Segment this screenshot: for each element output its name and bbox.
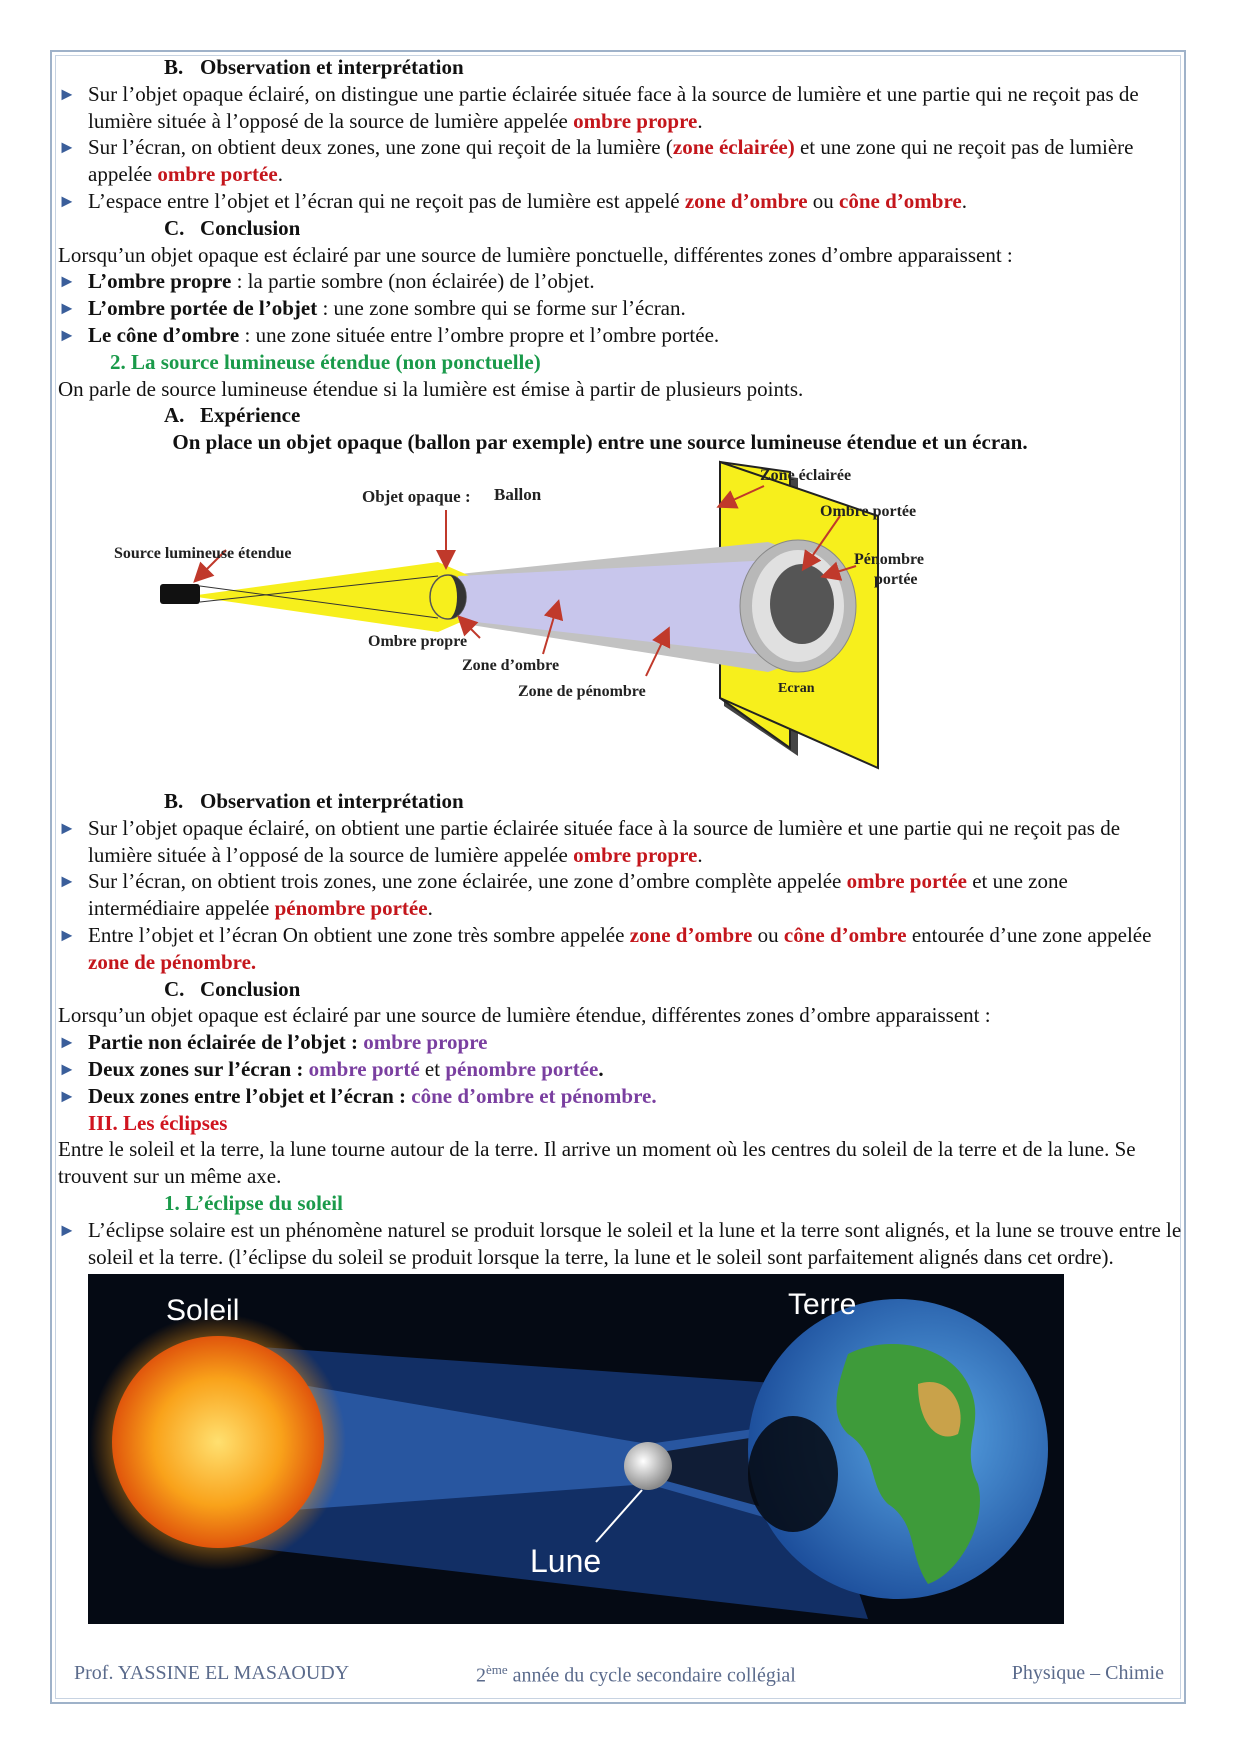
- heading-experience: A. Expérience: [164, 403, 301, 428]
- heading-source-etendue: 2. La source lumineuse étendue (non ponctuelle): [110, 349, 541, 374]
- bullet-arrow-icon: ►: [58, 83, 76, 104]
- eclipses-intro: Entre le soleil et la terre, la lune tourne autour de la terre. Il arrive un moment où les centres du soleil de la terre et de la lune. Se trouvent sur un même axe.: [58, 1137, 1136, 1189]
- label-lune: Lune: [530, 1543, 602, 1580]
- light-source: [160, 584, 200, 604]
- bullet-arrow-icon: ►: [58, 271, 76, 292]
- label-zone-eclairee: Zone éclairée: [760, 466, 852, 484]
- heading-observation-1: B. Observation et interprétation: [164, 55, 464, 79]
- bullet-arrow-icon: ►: [58, 190, 76, 211]
- conclusion-2-item: ► Deux zones sur l’écran : ombre porté et pénombre portée.: [58, 1056, 604, 1081]
- shadow-on-earth: [748, 1416, 838, 1532]
- heading-conclusion-2: C. Conclusion: [164, 976, 301, 1001]
- bullet-b2-3: ► Entre l’objet et l’écran On obtient une zone très sombre appelée zone d’ombre ou cône d’ombre entourée d’une zone appelée zone de pénombre.: [58, 922, 1152, 974]
- document-body: [58, 54, 1182, 1624]
- heading-conclusion-1: C. Conclusion: [164, 215, 301, 240]
- label-portee: portée: [874, 570, 918, 588]
- label-soleil: Soleil: [166, 1294, 240, 1328]
- bullet-arrow-icon: ►: [58, 1032, 76, 1053]
- label-terre: Terre: [788, 1288, 857, 1322]
- label-zone-ombre: Zone d’ombre: [462, 656, 560, 674]
- figure-solar-eclipse: [58, 1274, 1182, 1624]
- conclusion-1-item: ► L’ombre portée de l’objet : une zone sombre qui se forme sur l’écran.: [58, 296, 686, 321]
- footer-subject: Physique – Chimie: [1011, 1662, 1164, 1684]
- footer-level: 2ème année du cycle secondaire collégial: [476, 1662, 796, 1687]
- bullet-arrow-icon: ►: [58, 1058, 76, 1079]
- source-etendue-intro: On parle de source lumineuse étendue si la lumière est émise à partir de plusieurs points.: [58, 376, 804, 401]
- label-zone-penombre: Zone de pénombre: [518, 682, 646, 700]
- label-objet-opaque: Objet opaque :: [362, 486, 471, 506]
- bullet-arrow-icon: ►: [58, 871, 76, 892]
- heading-observation-2: B. Observation et interprétation: [164, 788, 464, 813]
- label-ballon: Ballon: [494, 484, 542, 504]
- bullet-arrow-icon: ►: [58, 1085, 76, 1106]
- eclipse-soleil-bullet: ► L’éclipse solaire est un phénomène naturel se produit lorsque le soleil et la lune et la terre sont alignés, et la lune se trouve entre le soleil et la terre. (l’éclipse du soleil se produit lorsque la terre, la lune et le soleil sont parfaitement alignés dans cet ordre).: [58, 1217, 1182, 1269]
- footer-author: Prof. YASSINE EL MASAOUDY: [74, 1662, 350, 1684]
- bullet-arrow-icon: ►: [58, 324, 76, 345]
- bullet-b2-2: ► Sur l’écran, on obtient trois zones, une zone éclairée, une zone d’ombre complète appelée ombre portée et une zone intermédiaire appelée pénombre portée.: [58, 869, 1068, 921]
- bullet-arrow-icon: ►: [58, 137, 76, 158]
- label-ombre-propre: Ombre propre: [368, 632, 468, 650]
- sun: [112, 1336, 324, 1548]
- bullet-b2-1: ► Sur l’objet opaque éclairé, on obtient une partie éclairée située face à la source de lumière et une partie qui ne reçoit pas de lumière située à l’opposé de la source de lumière appelée ombre propre.: [58, 815, 1121, 867]
- bullet-arrow-icon: ►: [58, 924, 76, 945]
- moon: [624, 1442, 672, 1490]
- bullet-arrow-icon: ►: [58, 298, 76, 319]
- conclusion-2-item: ► Deux zones entre l’objet et l’écran : cône d’ombre et pénombre.: [58, 1083, 657, 1108]
- conclusion-1-intro: Lorsqu’un objet opaque est éclairé par une source de lumière ponctuelle, différentes zones d’ombre apparaissent :: [58, 242, 1013, 267]
- label-penombre: Pénombre: [854, 550, 924, 568]
- bullet-arrow-icon: ►: [58, 817, 76, 838]
- heading-eclipses: III. Les éclipses: [88, 1110, 228, 1135]
- label-ecran: Ecran: [778, 680, 815, 696]
- bullet-b1-1: ► Sur l’objet opaque éclairé, on distingue une partie éclairée située face à la source de lumière et une partie qui ne reçoit pas de lumière située à l’opposé de la source de lumière appelée ombre propre.: [58, 81, 1139, 133]
- heading-eclipse-soleil: 1. L’éclipse du soleil: [164, 1190, 343, 1215]
- label-ombre-portee: Ombre portée: [820, 502, 917, 520]
- figure-extended-source-shadow: [58, 458, 1182, 788]
- light-beam: [190, 562, 470, 632]
- bullet-b1-2: ► Sur l’écran, on obtient deux zones, une zone qui reçoit de la lumière (zone éclairée) et une zone qui ne reçoit pas de lumière appelée ombre portée.: [58, 135, 1134, 187]
- bullet-b1-3: ► L’espace entre l’objet et l’écran qui ne reçoit pas de lumière est appelé zone d’ombre ou cône d’ombre.: [58, 188, 967, 213]
- conclusion-1-item: ► Le cône d’ombre : une zone située entre l’ombre propre et l’ombre portée.: [58, 322, 720, 347]
- conclusion-1-item: ► L’ombre propre : la partie sombre (non éclairée) de l’objet.: [58, 269, 595, 294]
- label-source: Source lumineuse étendue: [114, 544, 292, 562]
- conclusion-2-intro: Lorsqu’un objet opaque est éclairé par une source de lumière étendue, différentes zones d’ombre apparaissent :: [58, 1003, 991, 1028]
- experience-description: On place un objet opaque (ballon par exemple) entre une source lumineuse étendue et un écran.: [172, 430, 1028, 455]
- conclusion-2-item: ► Partie non éclairée de l’objet : ombre propre: [58, 1030, 488, 1055]
- bullet-arrow-icon: ►: [58, 1219, 76, 1240]
